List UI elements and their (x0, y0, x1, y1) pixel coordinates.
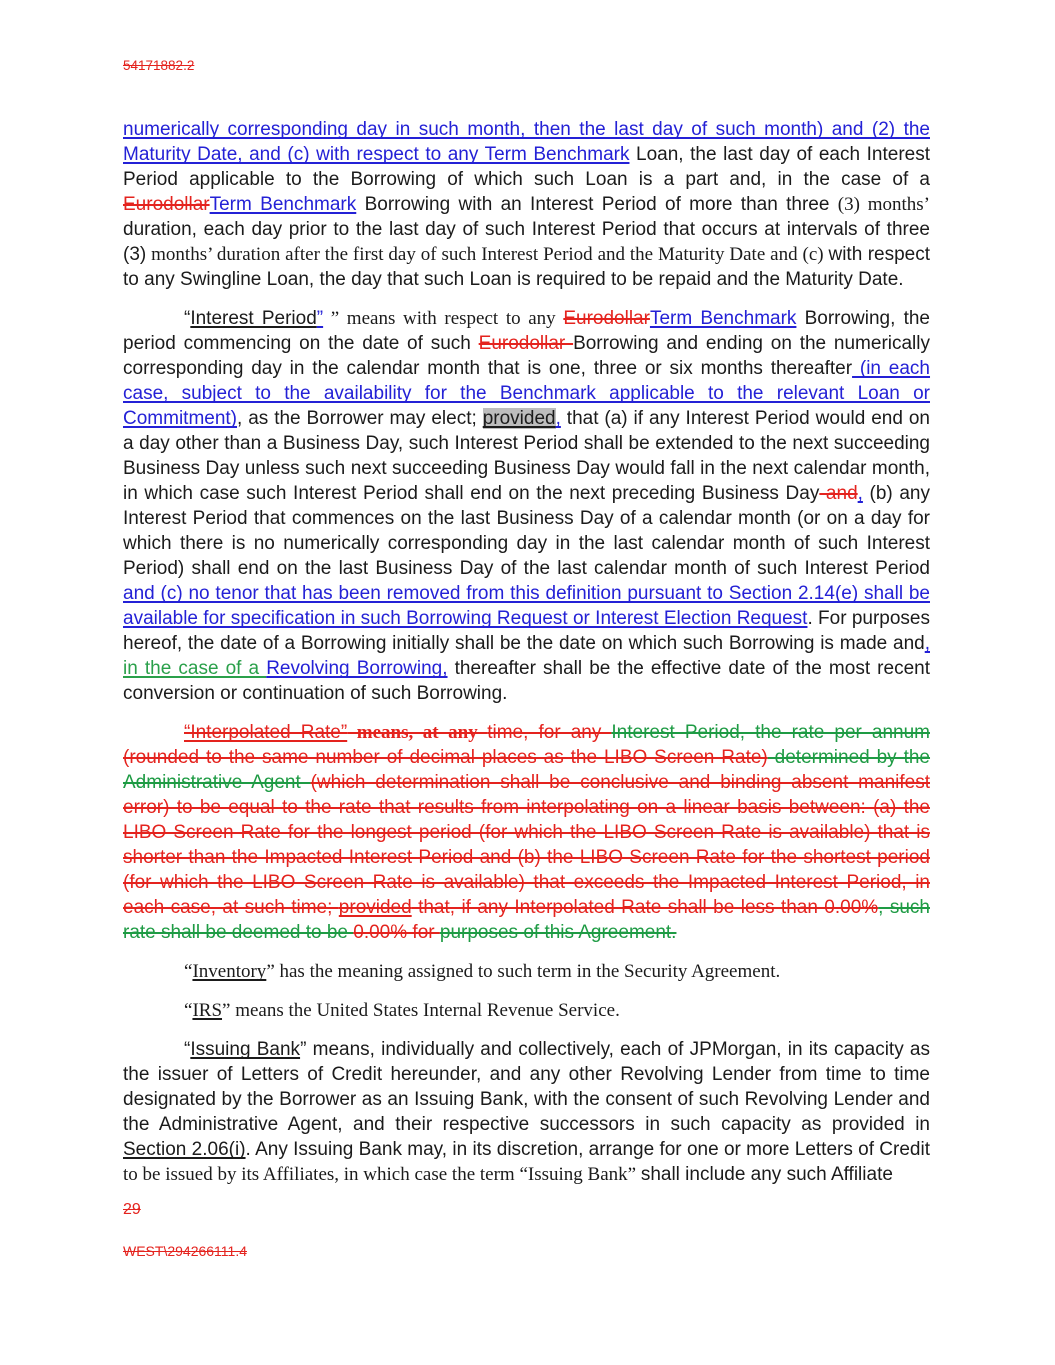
deleted-text: and (819, 483, 858, 504)
text: . Any Issuing Bank may, in its discretion, arrange for one or more Letters of Credit (245, 1139, 930, 1160)
text: “ (184, 308, 191, 329)
page-number: 29 (123, 1201, 141, 1218)
text: “ (184, 961, 193, 982)
inserted-text: and (c) no tenor that has been removed from this definition pursuant to Section 2.14(e) shall be available for specification in such Borrowing Request or Interest Election Request (123, 583, 930, 629)
text: duration, each day prior to the last day of such Interest Period that occurs at intervals of three (3) (123, 219, 930, 265)
text: . For purposes hereof, the date of a Borrowing initially shall be the date on which such Borrowing is made and (123, 608, 930, 654)
deleted-text: (rounded to the same number of decimal places as the LIBO Screen Rate) (123, 747, 768, 768)
paragraph-5 (123, 998, 930, 1023)
footer-document-id: WEST\294266111.4 (123, 1243, 248, 1259)
inserted-text: Term Benchmark (209, 194, 357, 215)
deleted-text: that, if any Interpolated Rate shall be less than 0.00% (411, 897, 879, 918)
text: Loan, the last day of each Interest Period applicable to the Borrowing of which such Loan is a part and, in the case of a (123, 144, 930, 190)
inserted-text: , (857, 483, 863, 504)
inserted-text: , (555, 408, 561, 429)
defined-term: Interest Period (190, 308, 317, 329)
inserted-text: Revolving Borrowing, (266, 658, 448, 679)
text: Borrowing, the period commencing on the date of such (123, 308, 930, 354)
highlighted-term: provided (482, 408, 556, 429)
text: ” means with respect to any (323, 308, 564, 329)
inserted-text: , (924, 633, 930, 654)
text: thereafter shall be the effective date of the most recent conversion or continuation of such Borrowing. (123, 658, 930, 704)
moved-deleted-text: , such rate shall be deemed to be (123, 897, 930, 943)
defined-term: Inventory (192, 961, 267, 982)
paragraph-1 (123, 117, 930, 292)
text: “ (184, 1039, 191, 1060)
text: months’ duration after the first day of such Interest Period and the Maturity Date and (c) (146, 244, 829, 265)
defined-term: Section 2.06(i) (123, 1139, 246, 1160)
text: (3) months’ (837, 194, 931, 215)
deleted-text: time, for any (487, 722, 612, 743)
deleted-text: Eurodollar (563, 308, 650, 329)
text: shall include any such Affiliate (640, 1164, 893, 1185)
defined-term: IRS (192, 1000, 223, 1021)
paragraph-2 (123, 306, 930, 706)
defined-term: Issuing Bank (190, 1039, 301, 1060)
inserted-text: numerically corresponding day in such month, then the last day of such month) and (2) the Maturity Date, and (c) with respect to any Term Benchmark (123, 119, 930, 165)
inserted-text: Term Benchmark (649, 308, 797, 329)
text: with respect to any Swingline Loan, the day that such Loan is required to be repaid and the Maturity Date. (123, 244, 931, 290)
deleted-text: “Interpolated Rate” (184, 722, 348, 743)
text: ” means the United States Internal Revenue Service. (222, 1000, 620, 1021)
text: ” means, individually and collectively, each of JPMorgan, in its capacity as the issuer of Letters of Credit hereunder, and any other Revolving Lender from time to time designated by the Borrower as an Issuing Bank, with the consent of such Revolving Lender and the Administrative Agent, and their respective successors in such capacity as provided in (123, 1039, 930, 1135)
deleted-text: provided (338, 897, 412, 918)
deleted-text: (which determination shall be conclusive and binding absent manifest error) to be equal to the rate that results from interpolating on a linear basis between: (a) the LIBO Screen Rate for the longest period (for which the LIBO Screen Rate is available) that is shorter than the Impacted Interest Period and (b) the LIBO Screen Rate for the shortest period (for which the LIBO Screen Rate is available) that exceeds the Impacted Interest Period, in each case, at such time; (123, 772, 930, 918)
moved-deleted-text: Interest Period, the rate per annum (611, 722, 930, 743)
text: “ (184, 1000, 193, 1021)
text: (b) any Interest Period that commences on the last Business Day of a calendar month (or on a day for which there is no numerically corresponding day in the last calendar month of such Interest Period) shall end on the last Business Day of the last calendar month of such Interest Period (123, 483, 930, 579)
paragraph-3 (123, 720, 930, 945)
deleted-text: means, at any (347, 722, 488, 743)
text: Borrowing and ending on the numerically corresponding day in the calendar month that is one, three or six months thereafter (123, 333, 930, 379)
text: that (a) if any Interest Period would end on a day other than a Business Day, such Interest Period shall be extended to the next succeeding Business Day unless such next succeeding Business Day would fall in the next calendar month, in which case such Interest Period shall end on the next preceding Business Day (123, 408, 930, 504)
text: ” has the meaning assigned to such term in the Security Agreement. (266, 961, 781, 982)
text: to be issued by its Affiliates, in which case the term “Issuing Bank” (123, 1164, 641, 1185)
moved-deleted-text: purposes of this Agreement. (439, 922, 677, 943)
document-number: 54171882.2 (123, 58, 195, 73)
moved-inserted-text: in the case of a (123, 658, 267, 679)
deleted-text: Eurodollar (123, 194, 210, 215)
text: Borrowing with an Interest Period of more than three (356, 194, 838, 215)
paragraph-4 (123, 959, 930, 984)
deleted-text: Eurodollar (478, 333, 574, 354)
inserted-text: (in each case, subject to the availability for the Benchmark applicable to the relevant Loan or Commitment) (123, 358, 931, 429)
moved-deleted-text: determined by the Administrative Agent (123, 747, 931, 793)
inserted-text: ” (316, 308, 324, 329)
document-body (123, 117, 930, 1187)
paragraph-6 (123, 1037, 930, 1187)
text: , as the Borrower may elect; (237, 408, 483, 429)
deleted-text: 0.00% for (353, 922, 440, 943)
